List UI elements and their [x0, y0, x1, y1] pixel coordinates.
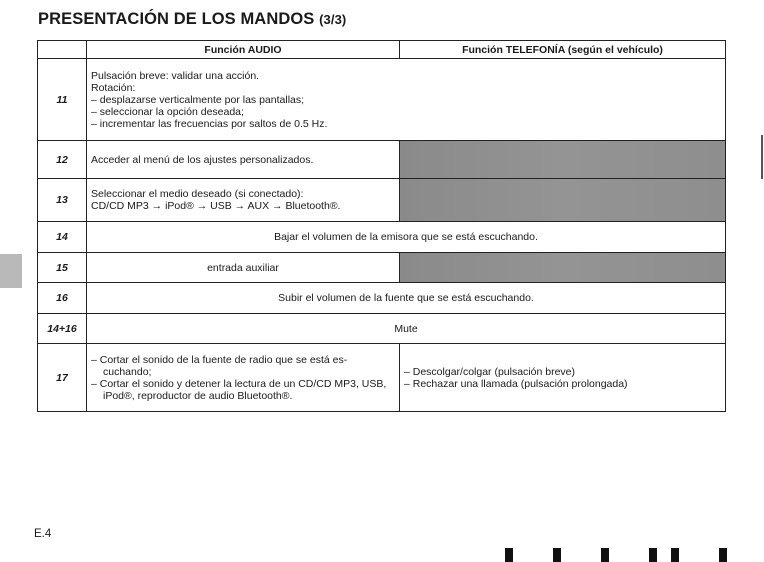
row-13-line: CD/CD MP3 → iPod® → USB → AUX → Bluetooth®.	[91, 200, 341, 212]
header-phone: Función TELEFONÍA (según el vehículo)	[400, 41, 726, 59]
row-11-line: – desplazarse verticalmente por las pantallas;	[91, 93, 305, 106]
row-11-line: Pulsación breve: validar una acción.	[91, 69, 260, 82]
row-11-line: Rotación:	[91, 81, 136, 94]
registration-mark	[553, 548, 561, 562]
controls-table	[37, 40, 726, 412]
table-row-12	[38, 141, 726, 179]
row-12-audio: Acceder al menú de los ajustes personalizados.	[87, 141, 400, 179]
row-number: 11	[38, 59, 87, 141]
table-row-14-16	[38, 314, 726, 344]
page-title-text: PRESENTACIÓN DE LOS MANDOS	[38, 10, 315, 28]
registration-mark	[671, 548, 679, 562]
section-tab-marker	[0, 254, 22, 288]
row-13-line: Seleccionar el medio deseado (si conectado):	[91, 188, 304, 200]
row-11-line: – seleccionar la opción deseada;	[91, 105, 244, 118]
row-17-phone-item: – Rechazar una llamada (pulsación prolongada)	[404, 377, 628, 390]
table-row-16	[38, 283, 726, 314]
row-11-audio	[87, 59, 726, 141]
row-number: 15	[38, 253, 87, 283]
registration-mark	[649, 548, 657, 562]
row-14-both: Bajar el volumen de la emisora que se está escuchando.	[87, 222, 726, 253]
row-17-phone	[400, 344, 726, 412]
table-header-row	[38, 41, 726, 59]
row-number: 14+16	[38, 314, 87, 344]
table-row-17	[38, 344, 726, 412]
row-17-phone-item: – Descolgar/colgar (pulsación breve)	[404, 365, 575, 378]
table-row-15	[38, 253, 726, 283]
registration-mark	[505, 548, 513, 562]
page-title-suffix: (3/3)	[319, 12, 347, 27]
header-audio: Función AUDIO	[87, 41, 400, 59]
header-number	[38, 41, 87, 59]
row-12-phone-unavailable	[400, 141, 726, 179]
row-13-phone-unavailable	[400, 179, 726, 222]
row-15-phone-unavailable	[400, 253, 726, 283]
row-number: 14	[38, 222, 87, 253]
table-row-11	[38, 59, 726, 141]
row-17-audio-item: – Cortar el sonido de la fuente de radio que se está es- cuchando;	[91, 353, 348, 378]
row-17-audio	[87, 344, 400, 412]
registration-mark	[719, 548, 727, 562]
margin-line	[761, 135, 763, 179]
row-number: 12	[38, 141, 87, 179]
registration-mark	[601, 548, 609, 562]
row-11-line: – incrementar las frecuencias por saltos de 0.5 Hz.	[91, 117, 328, 130]
print-registration-marks	[505, 548, 735, 562]
row-14-16-both: Mute	[87, 314, 726, 344]
row-17-audio-item: – Cortar el sonido y detener la lectura de un CD/CD MP3, USB, iPod®, reproductor de audio Bluetooth®.	[91, 377, 387, 402]
table-row-14	[38, 222, 726, 253]
row-15-audio: entrada auxiliar	[87, 253, 400, 283]
page-number: E.4	[34, 528, 52, 540]
row-number: 16	[38, 283, 87, 314]
row-13-audio	[87, 179, 400, 222]
row-16-both: Subir el volumen de la fuente que se está escuchando.	[87, 283, 726, 314]
row-number: 13	[38, 179, 87, 222]
page-title	[38, 10, 346, 29]
row-number: 17	[38, 344, 87, 412]
table-row-13	[38, 179, 726, 222]
